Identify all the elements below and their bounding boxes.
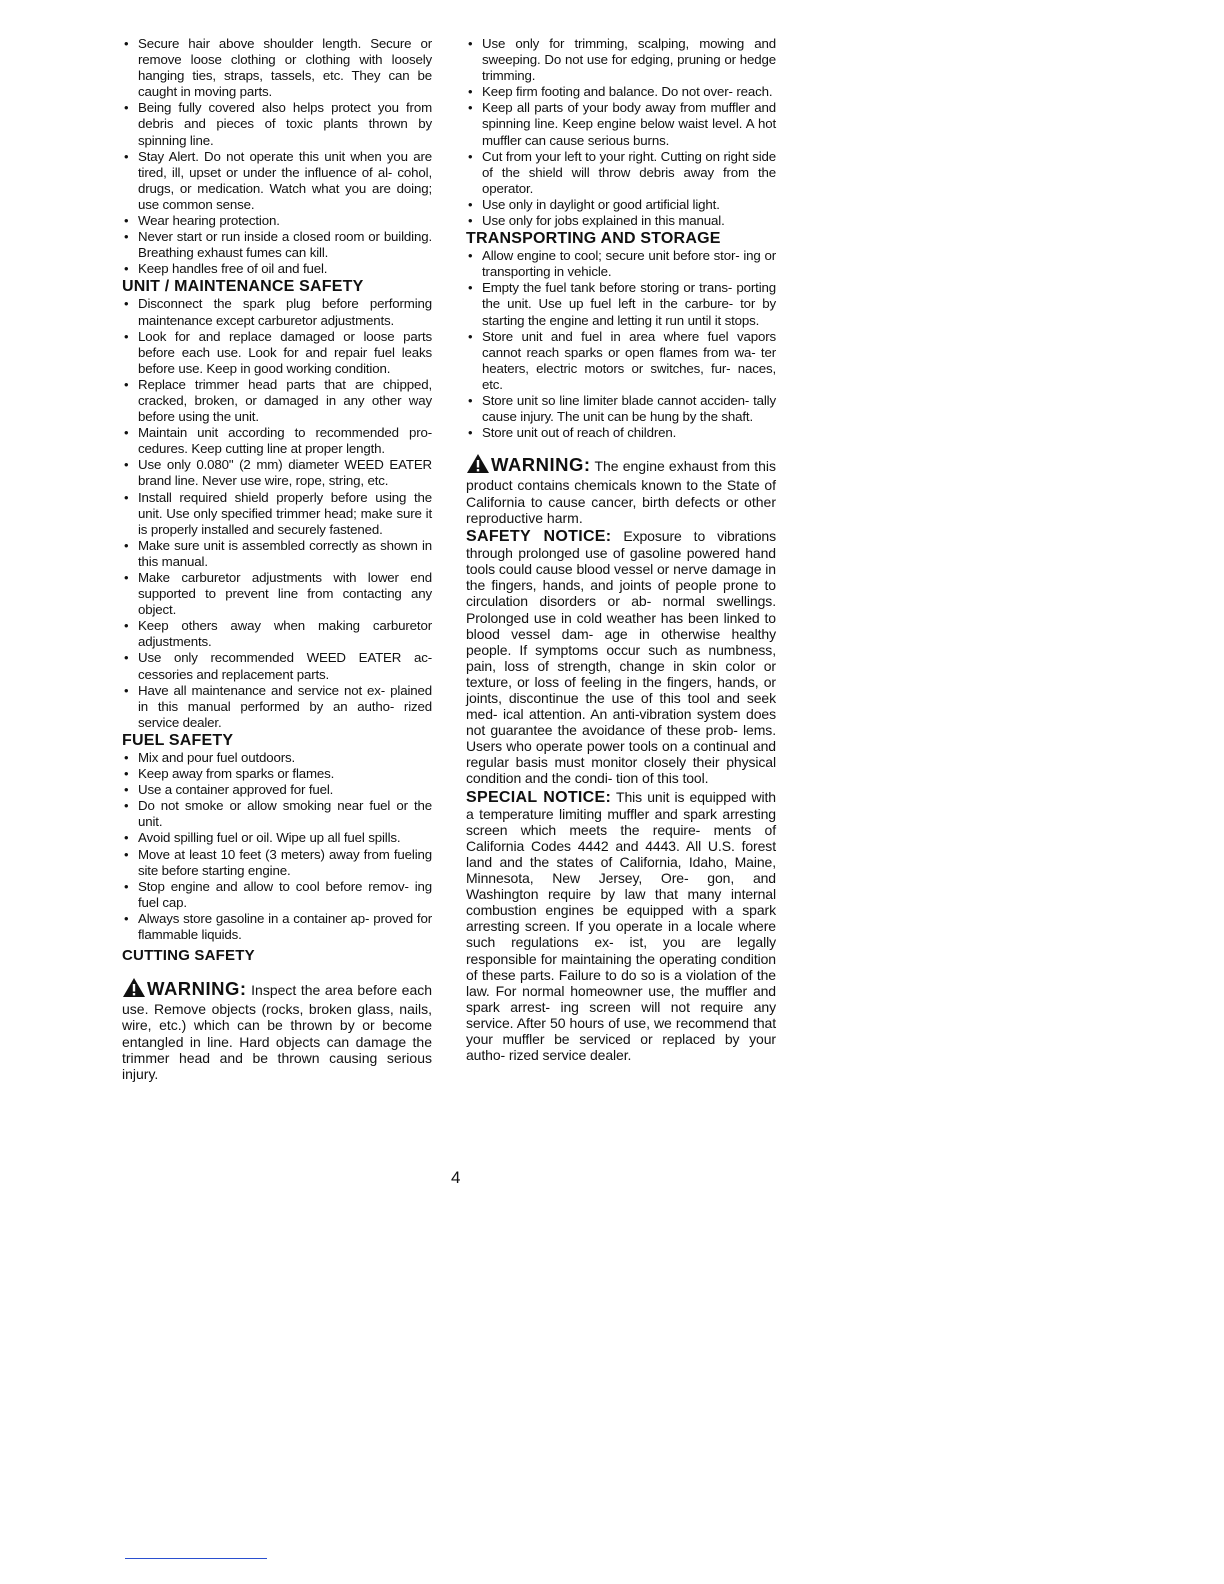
list-item: • Avoid spilling fuel or oil. Wipe up all fuel spills. bbox=[122, 830, 432, 846]
list-item: • Replace trimmer head parts that are chipped, cracked, broken, or damaged in any other way before using the unit. bbox=[122, 377, 432, 425]
list-item: • Use only 0.080" (2 mm) diameter WEED EATER brand line. Never use wire, rope, string, etc. bbox=[122, 457, 432, 489]
list-item: • Empty the fuel tank before storing or trans- porting the unit. Use up fuel left in the carbure- tor by starting the engine and letting it run until it stops. bbox=[466, 280, 776, 328]
fuel-safety-list bbox=[122, 750, 432, 943]
list-item: • Never start or run inside a closed room or building. Breathing exhaust fumes can kill. bbox=[122, 229, 432, 261]
right-column bbox=[466, 36, 776, 1063]
list-item: • Stay Alert. Do not operate this unit when you are tired, ill, upset or under the influence of al- cohol, drugs, or medication. Watch what you are doing; use common sense. bbox=[122, 149, 432, 213]
list-item: • Allow engine to cool; secure unit before stor- ing or transporting in vehicle. bbox=[466, 248, 776, 280]
cutting-safety-heading: CUTTING SAFETY bbox=[122, 947, 255, 965]
list-item: • Do not smoke or allow smoking near fuel or the unit. bbox=[122, 798, 432, 830]
warning-text: The engine exhaust from this product contains chemicals known to the State of California to cause cancer, birth defects or other reproductive harm. bbox=[466, 458, 777, 526]
list-item: • Store unit out of reach of children. bbox=[466, 425, 776, 441]
list-item: • Look for and replace damaged or loose parts before each use. Look for and repair fuel leaks before use. Keep in good working condition. bbox=[122, 329, 432, 377]
intro-bullet-list bbox=[122, 36, 432, 277]
special-notice bbox=[466, 789, 776, 1064]
list-item: • Use a container approved for fuel. bbox=[122, 782, 432, 798]
safety-notice bbox=[466, 528, 776, 787]
warning-triangle-icon bbox=[122, 977, 146, 1001]
unit-maintenance-list bbox=[122, 296, 432, 731]
safety-notice-label: SAFETY NOTICE: bbox=[466, 528, 612, 546]
list-item: • Keep others away when making carburetor adjustments. bbox=[122, 618, 432, 650]
safety-notice-text: Exposure to vibrations through prolonged use of gasoline powered hand tools could cause blood vessel or nerve damage in the fingers, hands, and joints of people prone to circulation disorders or ab- normal swellings. Prolonged use in cold weather has been linked to blood vessel dam- age in otherwise healthy people. If symptoms occur such as numbness, pain, loss of strength, change in skin color or texture, or loss of feeling in the fingers, hands, or joints, discontinue the use of this tool and seek med- ical attention. An anti-vibration system does not guarantee the avoidance of these prob- lems. Users who operate power tools on a continual and regular basis must monitor closely their physical condition and the condi- tion of this tool. bbox=[466, 528, 776, 787]
fuel-safety-heading: FUEL SAFETY bbox=[122, 731, 234, 749]
list-item: • Install required shield properly before using the unit. Use only specified trimmer head; make sure it is properly installed and securely fastened. bbox=[122, 490, 432, 538]
list-item: • Secure hair above shoulder length. Secure or remove loose clothing or clothing with loosely hanging ties, straps, tassels, etc. They can be caught in moving parts. bbox=[122, 36, 432, 100]
cutting-bullet-list bbox=[466, 36, 776, 229]
list-item: • Maintain unit according to recommended pro- cedures. Keep cutting line at proper length. bbox=[122, 425, 432, 457]
list-item: • Mix and pour fuel outdoors. bbox=[122, 750, 432, 766]
page-number: 4 bbox=[451, 1168, 461, 1187]
list-item: • Use only recommended WEED EATER ac- cessories and replacement parts. bbox=[122, 650, 432, 682]
list-item: • Always store gasoline in a container ap- proved for flammable liquids. bbox=[122, 911, 432, 943]
unit-maintenance-heading: UNIT / MAINTENANCE SAFETY bbox=[122, 278, 364, 296]
list-item: • Cut from your left to your right. Cutting on right side of the shield will throw debris away from the operator. bbox=[466, 149, 776, 197]
cutting-warning bbox=[122, 977, 432, 1082]
list-item: • Store unit so line limiter blade cannot acciden- tally cause injury. The unit can be hung by the shaft. bbox=[466, 393, 776, 425]
special-notice-label: SPECIAL NOTICE: bbox=[466, 788, 612, 806]
left-column bbox=[122, 36, 432, 1082]
list-item: • Have all maintenance and service not ex- plained in this manual performed by an autho- rized service dealer. bbox=[122, 683, 432, 731]
list-item: • Make carburetor adjustments with lower end supported to prevent line from contacting any object. bbox=[122, 570, 432, 618]
transport-storage-heading: TRANSPORTING AND STORAGE bbox=[466, 230, 721, 248]
list-item: • Keep away from sparks or flames. bbox=[122, 766, 432, 782]
list-item: • Disconnect the spark plug before performing maintenance except carburetor adjustments. bbox=[122, 296, 432, 328]
warning-label: WARNING: bbox=[491, 454, 591, 476]
list-item: • Use only for trimming, scalping, mowing and sweeping. Do not use for edging, pruning or hedge trimming. bbox=[466, 36, 776, 84]
list-item: • Being fully covered also helps protect you from debris and pieces of toxic plants thrown by spinning line. bbox=[122, 100, 432, 148]
special-notice-text: This unit is equipped with a temperature limiting muffler and spark arresting screen which meets the require- ments of California Codes 4442 and 4443. All U.S. forest land and the states of California, Idaho, Maine, Minnesota, New Jersey, Ore- gon, and Washington require by law that many internal combustion engines be equipped with a spark arresting screen. If you operate in a locale where such regulations ex- ist, you are legally responsible for maintaining the operating condition of these parts. Failure to do so is a violation of the law. For normal homeowner use, the muffler and spark arrest- ing screen will not require any service. After 50 hours of use, we recommend that your muffler be serviced or replaced by your autho- rized service dealer. bbox=[466, 788, 776, 1064]
warning-text: Inspect the area before each use. Remove objects (rocks, broken glass, nails, wire, etc.) which can be thrown by or become entangled in line. Hard objects can damage the trimmer head and be thrown causing serious injury. bbox=[122, 982, 433, 1083]
list-item: • Use only in daylight or good artificial light. bbox=[466, 197, 776, 213]
footer-rule bbox=[125, 1558, 267, 1559]
list-item: • Wear hearing protection. bbox=[122, 213, 432, 229]
warning-triangle-icon bbox=[466, 453, 490, 477]
list-item: • Store unit and fuel in area where fuel vapors cannot reach sparks or open flames from wa- ter heaters, electric motors or switches, fur- naces, etc. bbox=[466, 329, 776, 393]
list-item: • Use only for jobs explained in this manual. bbox=[466, 213, 776, 229]
transport-storage-list bbox=[466, 248, 776, 441]
list-item: • Stop engine and allow to cool before remov- ing fuel cap. bbox=[122, 879, 432, 911]
list-item: • Make sure unit is assembled correctly as shown in this manual. bbox=[122, 538, 432, 570]
exhaust-warning bbox=[466, 453, 776, 526]
list-item: • Keep all parts of your body away from muffler and spinning line. Keep engine below waist level. A hot muffler can cause serious burns. bbox=[466, 100, 776, 148]
list-item: • Keep firm footing and balance. Do not over- reach. bbox=[466, 84, 776, 100]
list-item: • Move at least 10 feet (3 meters) away from fueling site before starting engine. bbox=[122, 847, 432, 879]
list-item: • Keep handles free of oil and fuel. bbox=[122, 261, 432, 277]
warning-label: WARNING: bbox=[147, 978, 247, 1000]
